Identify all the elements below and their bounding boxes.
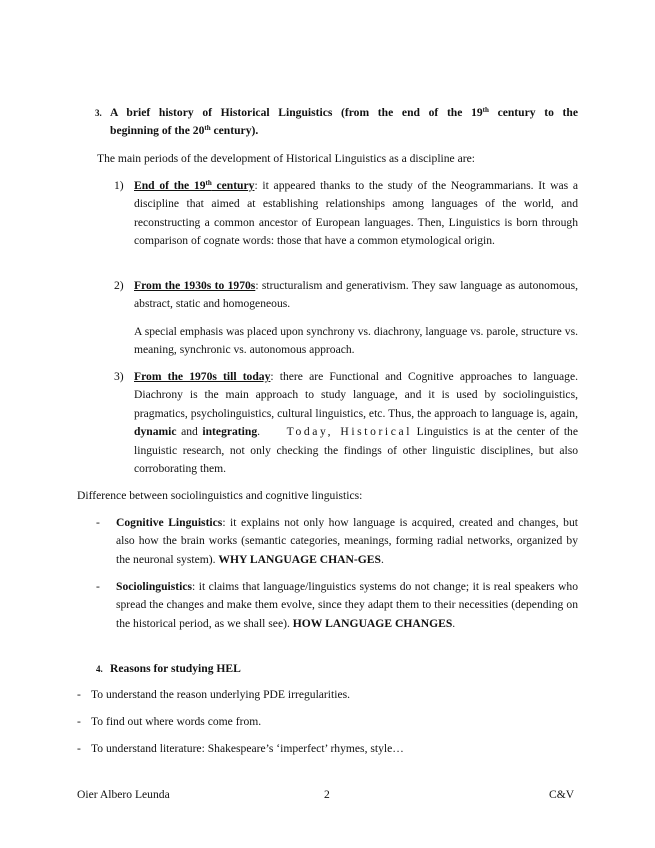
difference-1-marker: - bbox=[96, 516, 100, 529]
difference-2-marker: - bbox=[96, 580, 100, 593]
reason-3-marker: - bbox=[77, 742, 81, 755]
difference-1-text: Cognitive Linguistics: it explains not only how language is acquired, created and changes, but also how the brain works (semantic categories, meanings, forming radial networks, organized by the neuronal system). WHY LANGUAGE CHAN-GES. bbox=[116, 516, 578, 566]
period-1-marker: 1) bbox=[114, 179, 124, 192]
difference-intro: Difference between sociolinguistics and cognitive linguistics: bbox=[77, 489, 363, 502]
section-4-number: 4. bbox=[96, 664, 103, 674]
reason-2-marker: - bbox=[77, 715, 81, 728]
footer-page-number: 2 bbox=[324, 788, 330, 801]
reason-1-marker: - bbox=[77, 688, 81, 701]
period-1-text: End of the 19th century: it appeared thanks to the study of the Neogrammarians. It was a discipline that aimed at establishing relationships among languages of the world, and reconstructing a common ancestor of European languages. Then, Linguistics is born through comparison of cognate words: those that have a common etymological origin. bbox=[134, 179, 579, 248]
reason-1-text: To understand the reason underlying PDE irregularities. bbox=[91, 688, 351, 701]
period-2-extra: A special emphasis was placed upon synchrony vs. diachrony, language vs. parole, structure vs. meaning, synchronic vs. autonomous approach. bbox=[134, 325, 578, 357]
section-3-number: 3. bbox=[95, 108, 102, 118]
intro-paragraph: The main periods of the development of Historical Linguistics as a discipline are: bbox=[97, 152, 475, 165]
period-3-text: From the 1970s till today: there are Functional and Cognitive approaches to language. Diachrony is the main approach to study language, and it is used by sociolinguistics, pragmatics, psycholinguistics, cultural linguistics, etc. Thus, the approach to language is, again, dynamic and integrating. Today, Historical Linguistics is at the center of the linguistic research, not only checking the findings of other linguistic disciplines, but also corroborating them. bbox=[134, 370, 578, 476]
footer-course: C&V bbox=[549, 788, 575, 801]
period-2-marker: 2) bbox=[114, 279, 124, 292]
reason-2-text: To find out where words come from. bbox=[91, 715, 262, 728]
reason-3-text: To understand literature: Shakespeare’s ‘imperfect’ rhymes, style… bbox=[91, 742, 404, 755]
section-4-heading: Reasons for studying HEL bbox=[110, 662, 241, 675]
section-3-heading: A brief history of Historical Linguistics (from the end of the 19th century to the bbox=[110, 106, 578, 119]
period-3-marker: 3) bbox=[114, 370, 124, 383]
difference-2-text: Sociolinguistics: it claims that language/linguistics systems do not change; it is real speakers who spread the changes and make them evolve, since they adapt them to their necessities (depending on the historical period, as we shall see). HOW LANGUAGE CHANGES. bbox=[116, 580, 578, 630]
period-2-text: From the 1930s to 1970s: structuralism and generativism. They saw language as autonomous, abstract, static and homogeneous. bbox=[134, 279, 579, 311]
section-3-heading-cont: beginning of the 20th century). bbox=[110, 124, 259, 137]
footer-author: Oier Albero Leunda bbox=[77, 788, 170, 801]
